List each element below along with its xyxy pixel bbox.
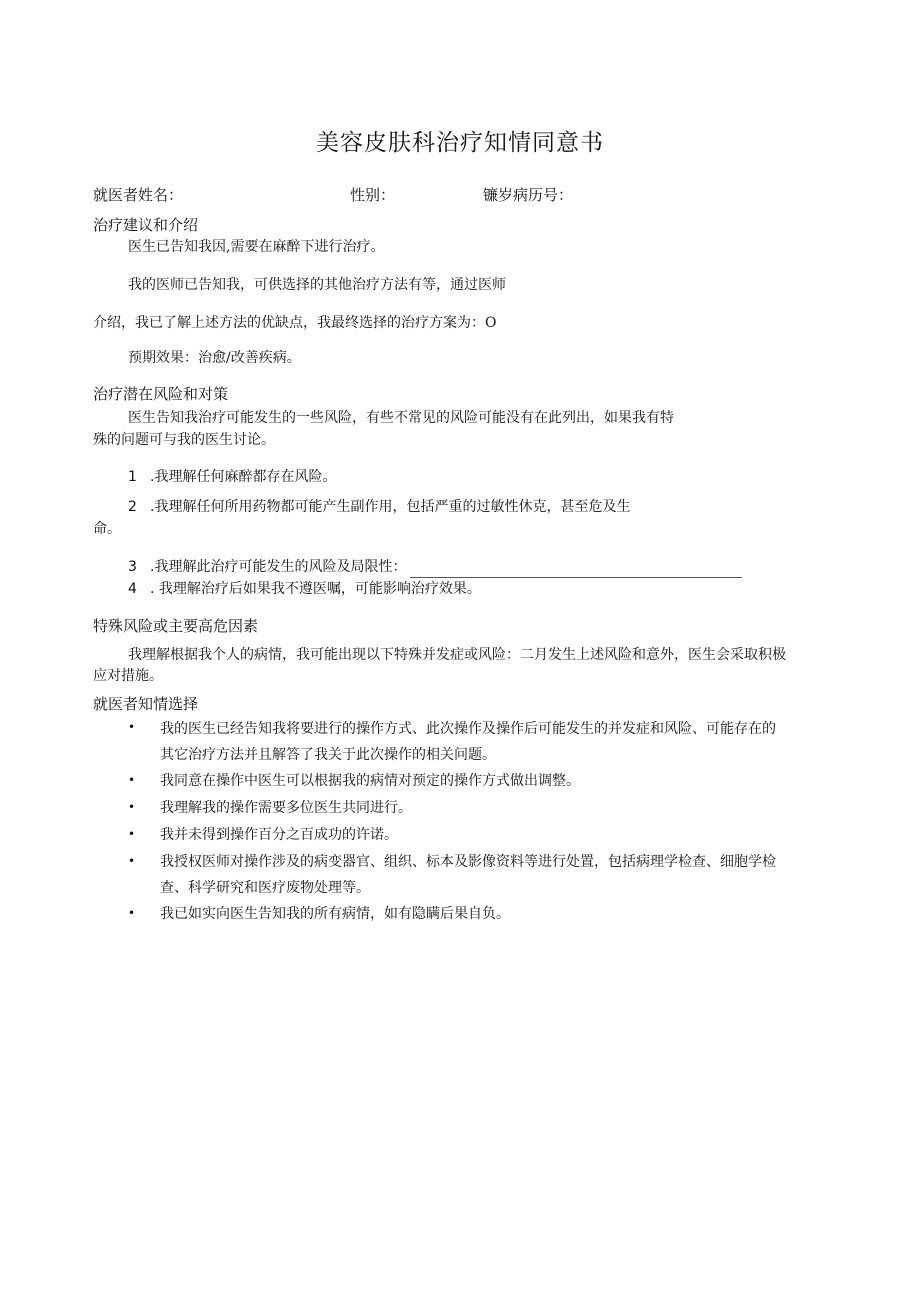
record-number-label: 镰岁病历号： — [483, 186, 574, 204]
section-heading-informed-choice: 就医者知情选择 — [93, 695, 199, 713]
paragraph: 应对措施。 — [93, 668, 163, 684]
item-number: 2 — [128, 499, 137, 515]
list-item — [160, 795, 860, 821]
paragraph: 预期效果：治愈/改善疾病。 — [128, 350, 301, 366]
item-text-continued: 命。 — [93, 521, 121, 537]
gender-label: 性别： — [350, 186, 396, 204]
list-item — [160, 716, 860, 768]
risk-item — [128, 497, 630, 518]
paragraph: 我理解根据我个人的病情，我可能出现以下特殊并发症或风险：二月发生上述风险和意外，医生会采取积极 — [128, 647, 786, 663]
list-item — [160, 901, 860, 927]
fill-in-blank-line[interactable] — [410, 561, 742, 578]
item-number: 4 — [128, 581, 137, 597]
bullet-icon: • — [128, 854, 136, 868]
item-text: . 我理解治疗后如果我不遵医嘱，可能影响治疗效果。 — [150, 581, 481, 597]
list-item — [160, 822, 860, 848]
paragraph: 介绍，我已了解上述方法的优缺点，我最终选择的治疗方案为：O — [93, 315, 497, 331]
list-item — [160, 849, 860, 901]
paragraph: 医生告知我治疗可能发生的一些风险，有些不常见的风险可能没有在此列出，如果我有特 — [128, 410, 674, 426]
section-heading-special-risks: 特殊风险或主要高危因素 — [93, 617, 259, 635]
document-title: 美容皮肤科治疗知情同意书 — [316, 130, 604, 156]
paragraph: 我的医师已告知我，可供选择的其他治疗方法有等，通过医师 — [128, 277, 506, 293]
bullet-icon: • — [128, 827, 136, 841]
item-text: .我理解任何所用药物都可能产生副作用，包括严重的过敏性休克，甚至危及生 — [150, 499, 631, 515]
list-item-line: 我的医生已经告知我将要进行的操作方式、此次操作及操作后可能发生的并发症和风险、可能存在的 — [160, 721, 776, 737]
item-number: 1 — [128, 469, 137, 485]
bullet-icon: • — [128, 773, 136, 787]
paragraph: 殊的问题可与我的医生讨论。 — [93, 432, 275, 448]
item-text: .我理解任何麻醉都存在风险。 — [150, 469, 337, 485]
section-heading-risks: 治疗潜在风险和对策 — [93, 385, 229, 403]
item-number: 3 — [128, 559, 137, 575]
list-item-line: 其它治疗方法并且解答了我关于此次操作的相关问题。 — [160, 747, 496, 763]
list-item — [160, 768, 860, 794]
patient-name-label: 就医者姓名： — [93, 186, 184, 204]
patient-info-row — [93, 184, 873, 206]
list-item-line: 我授权医师对操作涉及的病变器官、组织、标本及影像资料等进行处置，包括病理学检查、细胞学检 — [160, 854, 776, 870]
list-item-line: 我理解我的操作需要多位医生共同进行。 — [160, 800, 412, 816]
list-item-line: 我同意在操作中医生可以根据我的病情对预定的操作方式做出调整。 — [160, 773, 580, 789]
bullet-icon: • — [128, 906, 136, 920]
risk-item — [128, 579, 481, 600]
section-heading-treatment-intro: 治疗建议和介绍 — [93, 216, 199, 234]
bullet-icon: • — [128, 800, 136, 814]
list-item-line: 查、科学研究和医疗废物处理等。 — [160, 880, 370, 896]
item-text: .我理解此治疗可能发生的风险及局限性： — [150, 559, 407, 575]
list-item-line: 我已如实向医生告知我的所有病情，如有隐瞒后果自负。 — [160, 906, 510, 922]
risk-item — [128, 467, 336, 488]
risk-item — [128, 557, 742, 578]
bullet-icon: • — [128, 720, 136, 734]
list-item-line: 我并未得到操作百分之百成功的许诺。 — [160, 827, 398, 843]
paragraph: 医生已告知我因,需要在麻醉下进行治疗。 — [128, 239, 385, 255]
